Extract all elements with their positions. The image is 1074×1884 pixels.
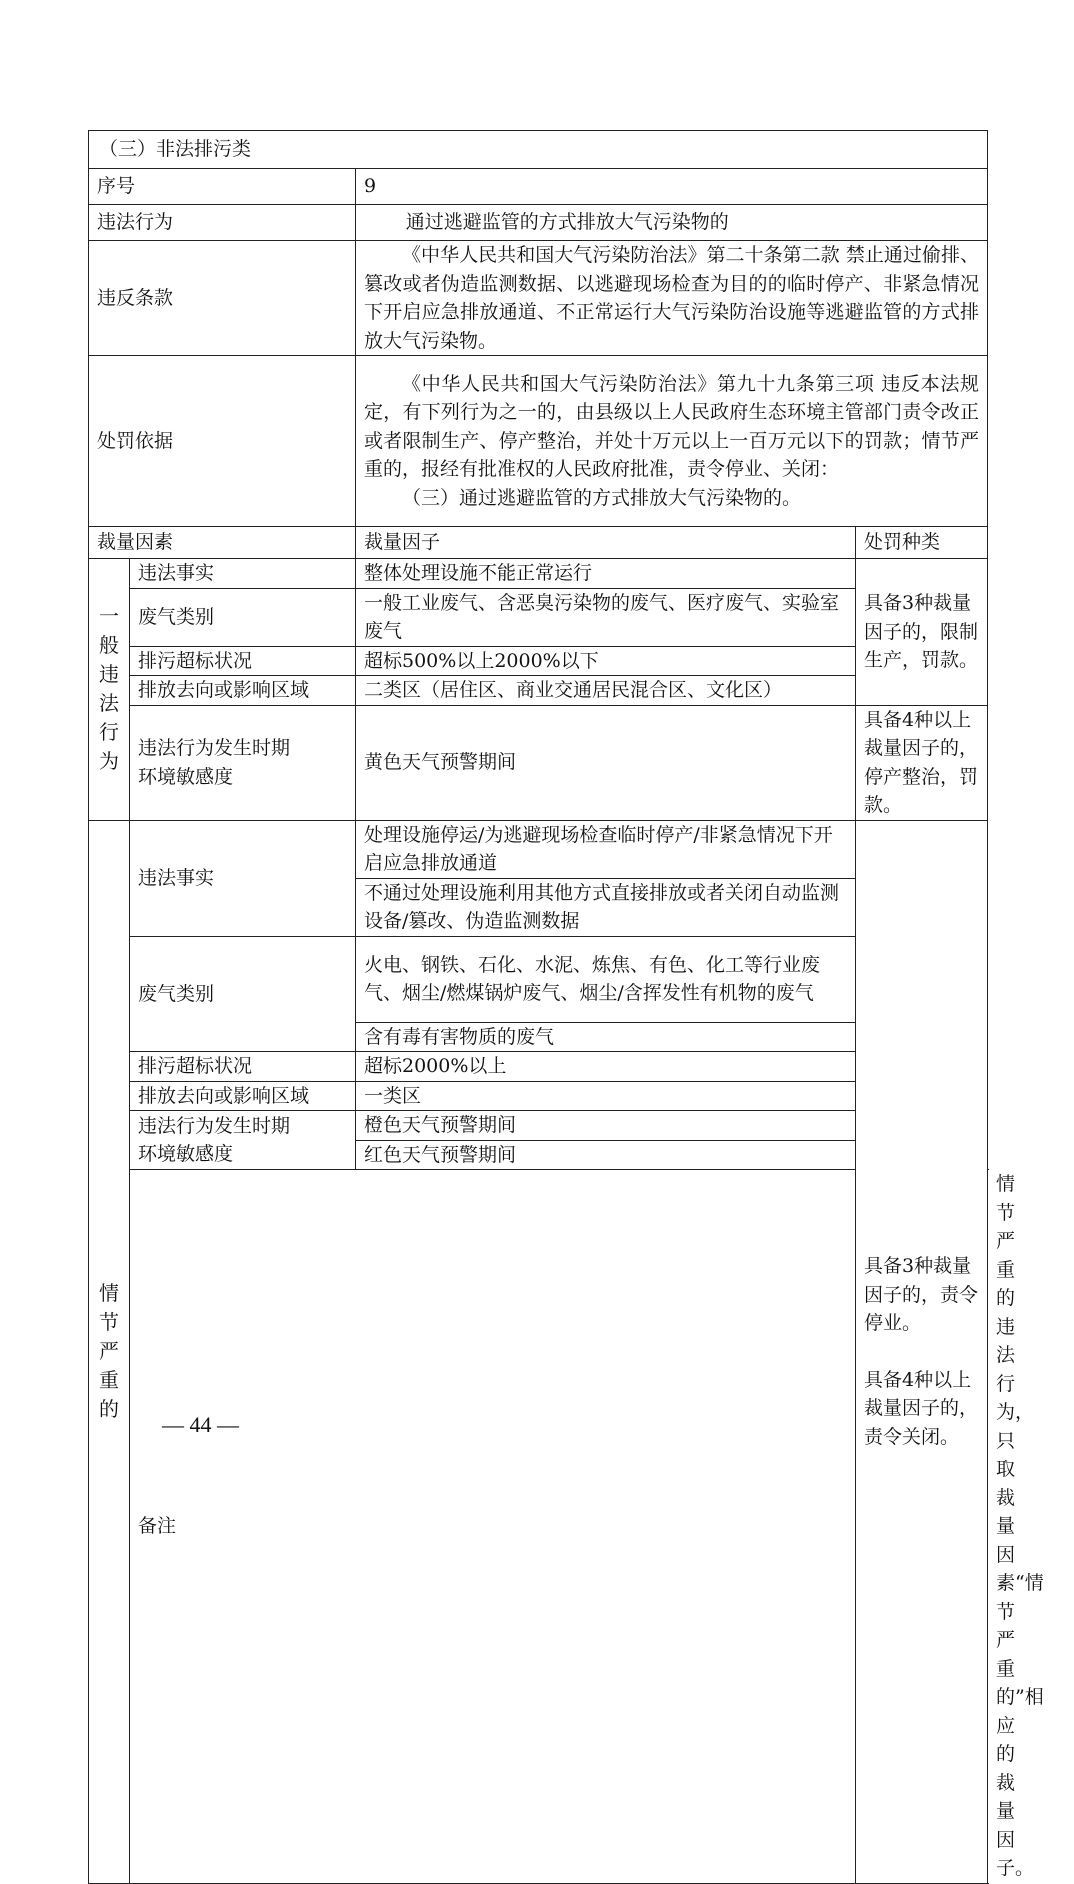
serious-exceed-value: 超标2000%以上 <box>356 1052 856 1082</box>
basis-item-text: （三）通过逃避监管的方式排放大气污染物的。 <box>402 486 802 509</box>
serious-time-value-1: 橙色天气预警期间 <box>356 1111 856 1141</box>
serious-dest-value: 一类区 <box>356 1081 856 1111</box>
header-subfactor: 裁量因子 <box>356 527 856 559</box>
violation-value: 通过逃避监管的方式排放大气污染物的 <box>356 205 988 241</box>
general-time-value: 黄色天气预警期间 <box>356 705 856 820</box>
clause-value: 《中华人民共和国大气污染防治法》第二十条第二款 禁止通过偷排、篡改或者伪造监测数据、以逃避现场检查为目的的临时停产、非紧急情况下开启应急排放通道、不正常运行大气污染防治设施等逃避监管的方式排放大气污染物。 <box>356 241 988 356</box>
general-gas-value: 一般工业废气、含恶臭污染物的废气、医疗废气、实验室废气 <box>356 588 856 646</box>
violation-label: 违法行为 <box>89 205 356 241</box>
basis-main-text: 《中华人民共和国大气污染防治法》第九十九条第三项 违反本法规定，有下列行为之一的，由县级以上人民政府生态环境主管部门责令改正或者限制生产、停产整治，并处十万元以上一百万元以下的罚款；情节严重的，报经有批准权的人民政府批准，责令停业、关闭： <box>364 372 980 481</box>
serious-gas-value-2: 含有毒有害物质的废气 <box>356 1022 856 1052</box>
serious-facts-value-1: 处理设施停运/为逃避现场检查临时停产/非紧急情况下开启应急排放通道 <box>356 820 856 878</box>
page-number: — 44 — <box>162 1412 239 1437</box>
general-facts-value: 整体处理设施不能正常运行 <box>356 559 856 589</box>
general-time-label: 违法行为发生时期 环境敏感度 <box>130 705 356 820</box>
serious-exceed-label: 排污超标状况 <box>130 1052 356 1082</box>
serious-penalty: 具备3种裁量因子的，责令停业。 具备4种以上裁量因子的，责令关闭。 <box>856 820 988 1883</box>
general-dest-value: 二类区（居住区、商业交通居民混合区、文化区） <box>356 676 856 706</box>
header-penalty: 处罚种类 <box>856 527 988 559</box>
general-gas-label: 废气类别 <box>130 588 356 646</box>
header-factor: 裁量因素 <box>89 527 356 559</box>
serious-facts-label: 违法事实 <box>130 820 356 936</box>
serial-value: 9 <box>356 169 988 205</box>
serious-gas-value-1: 火电、钢铁、石化、水泥、炼焦、有色、化工等行业废气、烟尘/燃煤锅炉废气、烟尘/含挥发性有机物的废气 <box>356 936 856 1022</box>
section-title: （三）非法排污类 <box>89 131 988 169</box>
general-dest-label: 排放去向或影响区域 <box>130 676 356 706</box>
general-group-label: 一 般 违 法 行 为 <box>89 559 130 821</box>
general-penalty-1: 具备3种裁量因子的，限制生产，罚款。 <box>856 559 988 706</box>
basis-label: 处罚依据 <box>89 356 356 527</box>
basis-value <box>356 356 988 527</box>
serious-gas-label: 废气类别 <box>130 936 356 1052</box>
serious-time-value-2: 红色天气预警期间 <box>356 1140 856 1170</box>
remark-label: 备注 <box>130 1170 856 1884</box>
discretion-table: （三）非法排污类 序号 9 违法行为 通过逃避监管的方式排放大气污染物的 违反条款 《中华人民共和国大气污染防治法》第二十条第二款 禁止通过偷排、篡改或者伪造监测数据、以逃避现场检查为目的的临时停产、非紧急情况下开启应急排放通道、不正常运行大气污染防治设施等逃避监管的方式排放大气污染物。 处罚依据 《中华人民共和国大气污染防治法》第九十九条第三项 违反本法规定，有下列行为之一的，由县级以上人民政府生态环境主管部门责令改正或者限制生产、停产整治，并处十万元以上一百万元以下的罚款；情节严重的，报经有批准权的人民政府批准，责令停业、关闭： （三）通过逃避监管的方式排放大气污染物的。 裁量因素 裁量因子 处罚种类 一 般 违 法 行 为 违法事实 整体处理设施不能正常运行 具备3种裁量因子的，限制生产，罚款。 废气类别 一般工业废气、含恶臭污染物的废气、医疗废气、实验室废气 排污超标状况 超标500%以上2000%以下 排放去向或影响区域 二类区（居住区、商业交通居民混合区、文化区） 违法行为发生时期 环境敏感度 黄色天气预警期间 具备4种以上裁量因子的，停产整治，罚款。 情 节 严 重 的 违法事实 处理设施停运/为逃避现场检查临时停产/非紧急情况下开启应急排放通道 具备3种裁量因子的，责令停业。 具备4种以上裁量因子的，责令关闭。 不通过处理设施利用其他方式直接排放或者关闭自动监测设备/篡改、伪造监测数据 废气类别 火电、钢铁、石化、水泥、炼焦、有色、化工等行业废气、烟尘/燃煤锅炉废气、烟尘/含挥发性有机物的废气 含有毒有害物质的废气 排污超标状况 超标2000%以上 排放去向或影响区域 一类区 违法行为发生时期 环境敏感度 橙色天气预警期间 红色天气预警期间 备注 情节严重的违法行为，只取裁量因素“情节严重的”相应的裁量因子。 <box>88 130 988 1884</box>
serious-time-label: 违法行为发生时期 环境敏感度 <box>130 1111 356 1170</box>
clause-label: 违反条款 <box>89 241 356 356</box>
serious-group-label: 情 节 严 重 的 <box>89 820 130 1883</box>
serial-label: 序号 <box>89 169 356 205</box>
general-penalty-2: 具备4种以上裁量因子的，停产整治，罚款。 <box>856 705 988 820</box>
serious-facts-value-2: 不通过处理设施利用其他方式直接排放或者关闭自动监测设备/篡改、伪造监测数据 <box>356 878 856 936</box>
general-facts-label: 违法事实 <box>130 559 356 589</box>
serious-dest-label: 排放去向或影响区域 <box>130 1081 356 1111</box>
general-exceed-value: 超标500%以上2000%以下 <box>356 646 856 676</box>
general-exceed-label: 排污超标状况 <box>130 646 356 676</box>
